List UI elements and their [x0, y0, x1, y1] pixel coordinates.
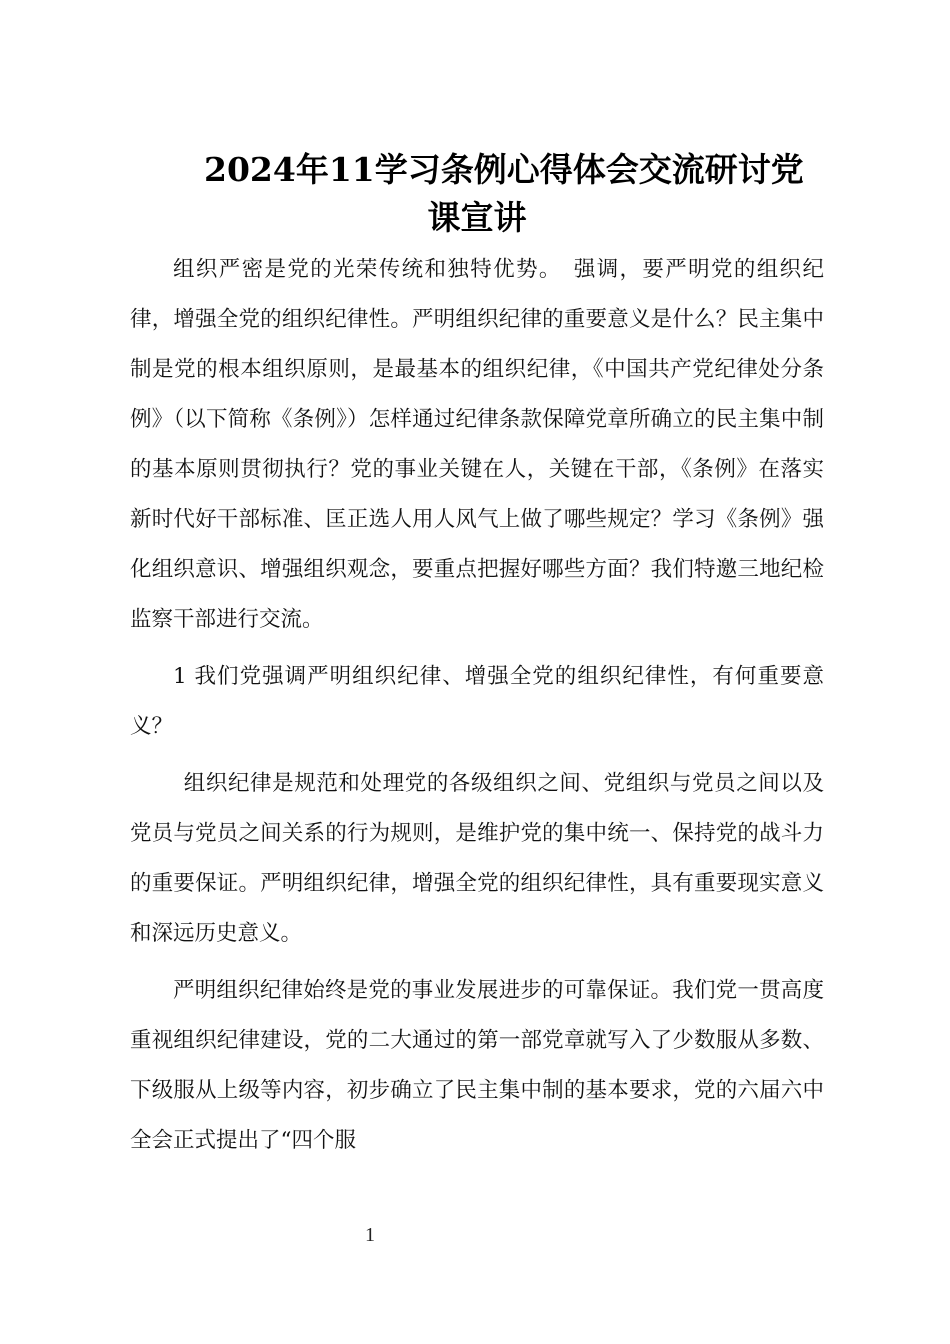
- paragraph-history: 严明组织纪律始终是党的事业发展进步的可靠保证。我们党一贯高度重视组织纪律建设，党的二大通过的第一部党章就写入了少数服从多数、下级服从上级等内容，初步确立了民主集中制的基本要求，党的六届六中全会正式提出了“四个服: [130, 978, 824, 1153]
- paragraph-intro: 组织严密是党的光荣传统和独特优势。 强调，要严明党的组织纪律，增强全党的组织纪律性。严明组织纪律的重要意义是什么？民主集中制是党的根本组织原则，是最基本的组织纪律，《中国共产党纪律处分条例》（以下简称《条例》）怎样通过纪律条款保障党章所确立的民主集中制的基本原则贯彻执行？党的事业关键在人，关键在干部，《条例》在落实新时代好干部标准、匡正选人用人风气上做了哪些规定？学习《条例》强化组织意识、增强组织观念，要重点把握好哪些方面？我们特邀三地纪检监察干部进行交流。: [130, 257, 824, 632]
- paragraph-question-1: 1 我们党强调严明组织纪律、增强全党的组织纪律性，有何重要意义？: [130, 664, 824, 739]
- paragraph-answer-1: 组织纪律是规范和处理党的各级组织之间、党组织与党员之间以及党员与党员之间关系的行为规则，是维护党的集中统一、保持党的战斗力的重要保证。严明组织纪律，增强全党的组织纪律性，具有重要现实意义和深远历史意义。: [130, 771, 824, 946]
- document-title: [130, 146, 824, 242]
- page-number: 1: [365, 1224, 375, 1246]
- document-title-line-1: 2024年11学习条例心得体会交流研讨党: [204, 150, 804, 189]
- document-title-line-2: 课宣讲: [427, 198, 527, 237]
- document-body: [130, 245, 824, 1173]
